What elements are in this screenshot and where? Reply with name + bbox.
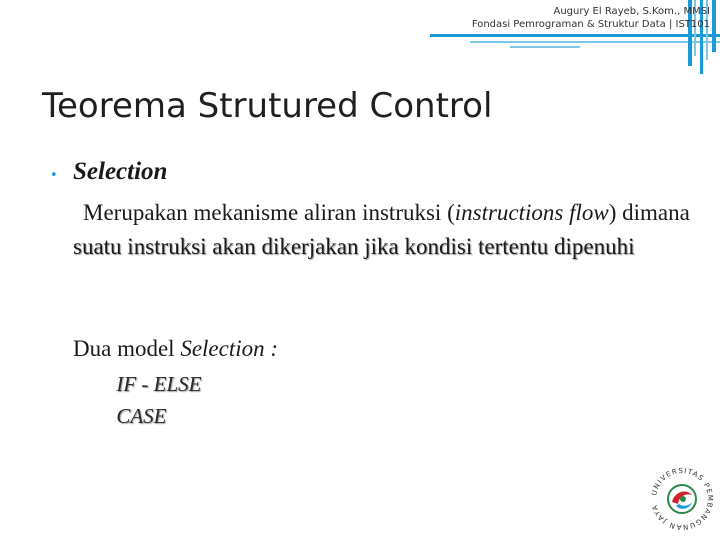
list-marker:   — [100, 404, 117, 428]
list-marker:   — [100, 372, 117, 396]
description-emphasis: suatu instruksi akan dikerjakan jika kondisi tertentu dipenuhi — [73, 234, 635, 259]
header-author: Augury El Rayeb, S.Kom., MMSI — [553, 6, 710, 17]
university-seal-icon — [648, 462, 716, 536]
list-item — [100, 404, 167, 429]
slide-title: Teorema Strutured Control — [42, 86, 493, 126]
list-item-label: CASE — [116, 404, 167, 428]
bullet-heading: Selection — [73, 158, 168, 185]
header-accent-bar — [712, 0, 716, 52]
list-item — [100, 372, 202, 397]
header-accent-line — [510, 46, 580, 48]
header-course: Fondasi Pemrograman & Struktur Data | IST101 — [471, 19, 710, 30]
description-italic-term: instructions flow — [454, 200, 609, 225]
header-accent-line — [430, 34, 720, 37]
description-text: ) dimana — [608, 200, 690, 225]
description-text: Merupakan mekanisme aliran instruksi ( — [83, 200, 455, 225]
models-label-prefix: Dua model — [73, 336, 181, 361]
bullet-marker: • — [50, 168, 58, 183]
logo-blue-swoosh — [676, 502, 692, 509]
university-logo — [648, 462, 716, 536]
bullet-description — [73, 196, 693, 264]
header-accent-line — [470, 41, 720, 43]
models-label — [73, 336, 278, 362]
list-item-label: IF - ELSE — [116, 372, 202, 396]
slide-header — [472, 5, 710, 31]
logo-center-dot — [680, 496, 686, 502]
models-label-term: Selection : — [180, 336, 279, 361]
logo-ring-text: UNIVERSITAS PEMBANGUNAN JAYA — [650, 466, 715, 532]
